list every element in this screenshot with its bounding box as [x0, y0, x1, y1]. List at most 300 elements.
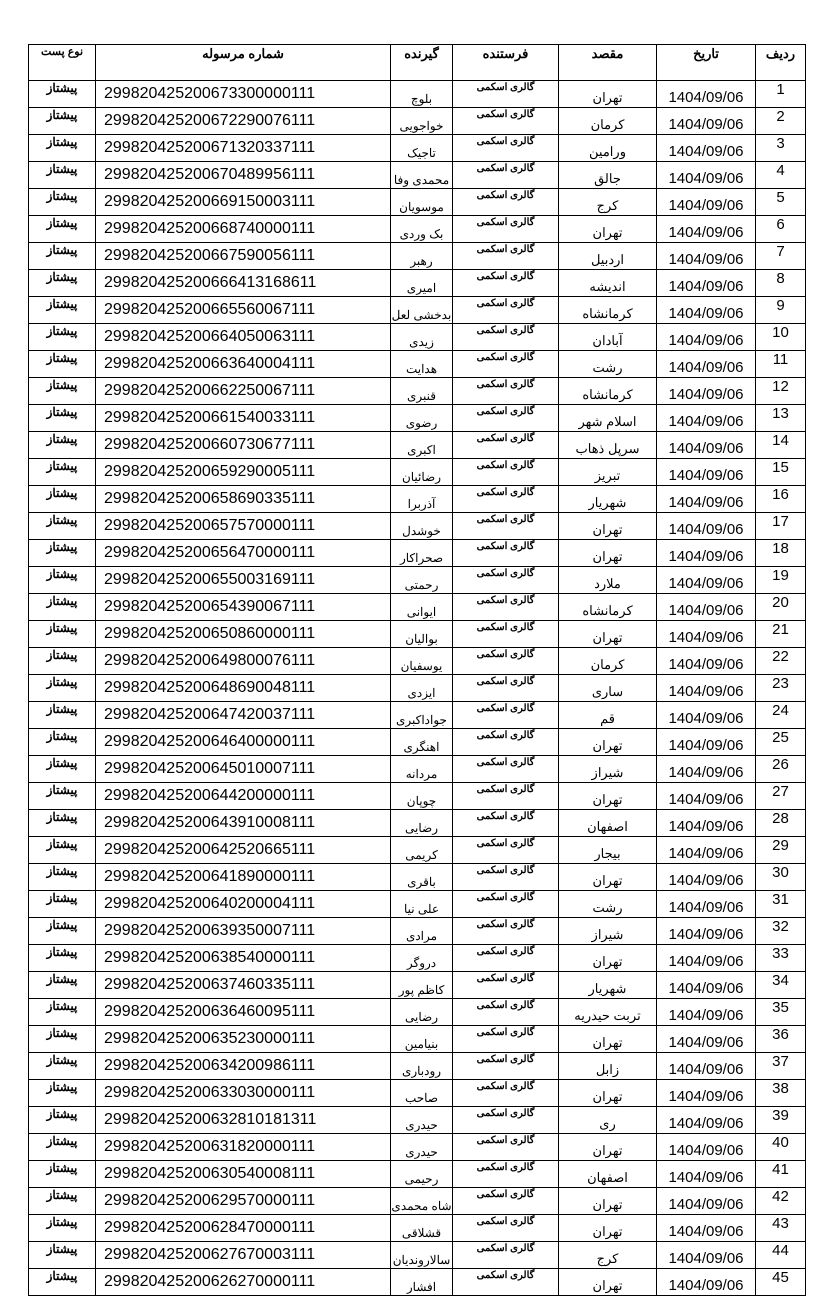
destination-cell: شیراز [559, 756, 657, 783]
receiver-cell: یوسفیان [391, 648, 453, 675]
tracking-number-cell: 299820425200671320337111 [96, 135, 391, 162]
date-cell: 1404/09/06 [657, 999, 756, 1026]
date-cell: 1404/09/06 [657, 1188, 756, 1215]
destination-cell: تهران [559, 864, 657, 891]
receiver-cell: اهنگری [391, 729, 453, 756]
row-number: 35 [756, 999, 806, 1026]
tracking-number-cell: 299820425200636460095111 [96, 999, 391, 1026]
receiver-cell: رهبر [391, 243, 453, 270]
tracking-number-cell: 299820425200629570000111 [96, 1188, 391, 1215]
table-row [29, 621, 806, 648]
sender-cell: گالری اسکمی [453, 594, 559, 621]
row-number: 21 [756, 621, 806, 648]
table-body [29, 81, 806, 1296]
destination-cell: ورامین [559, 135, 657, 162]
row-number: 22 [756, 648, 806, 675]
row-number: 30 [756, 864, 806, 891]
table-row [29, 648, 806, 675]
destination-cell: تهران [559, 81, 657, 108]
row-number: 10 [756, 324, 806, 351]
tracking-number-cell: 299820425200645010007111 [96, 756, 391, 783]
destination-cell: تهران [559, 621, 657, 648]
date-cell: 1404/09/06 [657, 108, 756, 135]
table-row [29, 891, 806, 918]
receiver-cell: جواداکبری [391, 702, 453, 729]
tracking-number-cell: 299820425200640200004111 [96, 891, 391, 918]
table-row [29, 459, 806, 486]
post-type-cell: پیشتاز [29, 648, 96, 675]
destination-cell: اصفهان [559, 1161, 657, 1188]
table-row [29, 162, 806, 189]
table-row [29, 81, 806, 108]
destination-cell: ساری [559, 675, 657, 702]
row-number: 28 [756, 810, 806, 837]
destination-cell: تهران [559, 1080, 657, 1107]
row-number: 33 [756, 945, 806, 972]
post-type-cell: پیشتاز [29, 243, 96, 270]
date-cell: 1404/09/06 [657, 459, 756, 486]
post-type-cell: پیشتاز [29, 675, 96, 702]
receiver-cell: ایزدی [391, 675, 453, 702]
tracking-number-cell: 299820425200635230000111 [96, 1026, 391, 1053]
post-type-cell: پیشتاز [29, 1215, 96, 1242]
date-cell: 1404/09/06 [657, 324, 756, 351]
table-row [29, 1242, 806, 1269]
sender-cell: گالری اسکمی [453, 783, 559, 810]
sender-cell: گالری اسکمی [453, 1053, 559, 1080]
receiver-cell: محمدی وفا [391, 162, 453, 189]
sender-cell: گالری اسکمی [453, 540, 559, 567]
tracking-number-cell: 299820425200637460335111 [96, 972, 391, 999]
date-cell: 1404/09/06 [657, 810, 756, 837]
post-type-cell: پیشتاز [29, 1161, 96, 1188]
post-type-cell: پیشتاز [29, 918, 96, 945]
sender-cell: گالری اسکمی [453, 972, 559, 999]
header-post-type [29, 45, 96, 81]
date-cell: 1404/09/06 [657, 351, 756, 378]
table-row [29, 1080, 806, 1107]
sender-cell: گالری اسکمی [453, 837, 559, 864]
sender-cell: گالری اسکمی [453, 513, 559, 540]
row-number: 4 [756, 162, 806, 189]
receiver-cell: قنبری [391, 378, 453, 405]
receiver-cell: بک وردی [391, 216, 453, 243]
tracking-number-cell: 299820425200660730677111 [96, 432, 391, 459]
table-row [29, 189, 806, 216]
post-type-cell: پیشتاز [29, 378, 96, 405]
tracking-number-cell: 299820425200662250067111 [96, 378, 391, 405]
tracking-number-cell: 299820425200669150003111 [96, 189, 391, 216]
post-type-cell: پیشتاز [29, 864, 96, 891]
receiver-cell: خوشدل [391, 513, 453, 540]
destination-cell: تهران [559, 783, 657, 810]
sender-cell: گالری اسکمی [453, 864, 559, 891]
date-cell: 1404/09/06 [657, 621, 756, 648]
post-type-cell: پیشتاز [29, 324, 96, 351]
sender-cell: گالری اسکمی [453, 81, 559, 108]
post-type-cell: پیشتاز [29, 1026, 96, 1053]
post-type-cell: پیشتاز [29, 1242, 96, 1269]
sender-cell: گالری اسکمی [453, 189, 559, 216]
sender-cell: گالری اسکمی [453, 702, 559, 729]
row-number: 14 [756, 432, 806, 459]
table-row [29, 1269, 806, 1296]
destination-cell: اسلام شهر [559, 405, 657, 432]
destination-cell: کرمان [559, 108, 657, 135]
row-number: 32 [756, 918, 806, 945]
table-row [29, 216, 806, 243]
post-type-cell: پیشتاز [29, 945, 96, 972]
receiver-cell: بلوچ [391, 81, 453, 108]
tracking-number-cell: 299820425200657570000111 [96, 513, 391, 540]
receiver-cell: مرادی [391, 918, 453, 945]
post-type-cell: پیشتاز [29, 1188, 96, 1215]
post-type-cell: پیشتاز [29, 513, 96, 540]
tracking-number-cell: 299820425200644200000111 [96, 783, 391, 810]
row-number: 2 [756, 108, 806, 135]
date-cell: 1404/09/06 [657, 837, 756, 864]
receiver-cell: دروگر [391, 945, 453, 972]
receiver-cell: حیدری [391, 1134, 453, 1161]
tracking-number-cell: 299820425200663640004111 [96, 351, 391, 378]
table-row [29, 270, 806, 297]
receiver-cell: رحیمی [391, 1161, 453, 1188]
post-type-cell: پیشتاز [29, 135, 96, 162]
post-type-cell: پیشتاز [29, 216, 96, 243]
date-cell: 1404/09/06 [657, 972, 756, 999]
table-row [29, 594, 806, 621]
receiver-cell: خواجویی [391, 108, 453, 135]
tracking-number-cell: 299820425200648690048111 [96, 675, 391, 702]
receiver-cell: افشار [391, 1269, 453, 1296]
row-number: 31 [756, 891, 806, 918]
row-number: 1 [756, 81, 806, 108]
tracking-number-cell: 299820425200665560067111 [96, 297, 391, 324]
destination-cell: قم [559, 702, 657, 729]
tracking-number-cell: 299820425200672290076111 [96, 108, 391, 135]
destination-cell: تهران [559, 1026, 657, 1053]
table-row [29, 108, 806, 135]
date-cell: 1404/09/06 [657, 135, 756, 162]
receiver-cell: رحمتی [391, 567, 453, 594]
shipment-table [28, 44, 806, 1296]
sender-cell: گالری اسکمی [453, 1134, 559, 1161]
header-post-type-label: نوع پست [40, 46, 84, 58]
row-number: 16 [756, 486, 806, 513]
post-type-cell: پیشتاز [29, 972, 96, 999]
header-destination: مقصد [559, 45, 657, 81]
row-number: 9 [756, 297, 806, 324]
post-type-cell: پیشتاز [29, 405, 96, 432]
table-row [29, 729, 806, 756]
date-cell: 1404/09/06 [657, 729, 756, 756]
tracking-number-cell: 299820425200631820000111 [96, 1134, 391, 1161]
post-type-cell: پیشتاز [29, 1053, 96, 1080]
tracking-number-cell: 299820425200654390067111 [96, 594, 391, 621]
receiver-cell: بنیامین [391, 1026, 453, 1053]
receiver-cell: صحراکار [391, 540, 453, 567]
sender-cell: گالری اسکمی [453, 378, 559, 405]
tracking-number-cell: 299820425200655003169111 [96, 567, 391, 594]
tracking-number-cell: 299820425200643910008111 [96, 810, 391, 837]
date-cell: 1404/09/06 [657, 1134, 756, 1161]
table-row [29, 432, 806, 459]
receiver-cell: امیری [391, 270, 453, 297]
sender-cell: گالری اسکمی [453, 621, 559, 648]
sender-cell: گالری اسکمی [453, 1080, 559, 1107]
tracking-number-cell: 299820425200642520665111 [96, 837, 391, 864]
row-number: 43 [756, 1215, 806, 1242]
row-number: 38 [756, 1080, 806, 1107]
sender-cell: گالری اسکمی [453, 756, 559, 783]
post-type-cell: پیشتاز [29, 567, 96, 594]
sender-cell: گالری اسکمی [453, 1215, 559, 1242]
destination-cell: کرمانشاه [559, 594, 657, 621]
sender-cell: گالری اسکمی [453, 297, 559, 324]
post-type-cell: پیشتاز [29, 891, 96, 918]
table-row [29, 675, 806, 702]
row-number: 20 [756, 594, 806, 621]
destination-cell: رشت [559, 351, 657, 378]
table-row [29, 567, 806, 594]
sender-cell: گالری اسکمی [453, 729, 559, 756]
row-number: 12 [756, 378, 806, 405]
receiver-cell: موسویان [391, 189, 453, 216]
destination-cell: اردبیل [559, 243, 657, 270]
table-row [29, 324, 806, 351]
row-number: 34 [756, 972, 806, 999]
destination-cell: تهران [559, 729, 657, 756]
tracking-number-cell: 299820425200670489956111 [96, 162, 391, 189]
tracking-number-cell: 299820425200661540033111 [96, 405, 391, 432]
date-cell: 1404/09/06 [657, 756, 756, 783]
date-cell: 1404/09/06 [657, 540, 756, 567]
receiver-cell: هدایت [391, 351, 453, 378]
receiver-cell: مردانه [391, 756, 453, 783]
date-cell: 1404/09/06 [657, 1107, 756, 1134]
post-type-cell: پیشتاز [29, 108, 96, 135]
row-number: 5 [756, 189, 806, 216]
sender-cell: گالری اسکمی [453, 216, 559, 243]
table-row [29, 999, 806, 1026]
tracking-number-cell: 299820425200626270000111 [96, 1269, 391, 1296]
tracking-number-cell: 299820425200647420037111 [96, 702, 391, 729]
sender-cell: گالری اسکمی [453, 459, 559, 486]
table-row [29, 1107, 806, 1134]
destination-cell: کرمان [559, 648, 657, 675]
date-cell: 1404/09/06 [657, 513, 756, 540]
post-type-cell: پیشتاز [29, 351, 96, 378]
receiver-cell: اکبری [391, 432, 453, 459]
tracking-number-cell: 299820425200667590056111 [96, 243, 391, 270]
post-type-cell: پیشتاز [29, 810, 96, 837]
post-type-cell: پیشتاز [29, 270, 96, 297]
tracking-number-cell: 299820425200659290005111 [96, 459, 391, 486]
row-number: 39 [756, 1107, 806, 1134]
post-type-cell: پیشتاز [29, 837, 96, 864]
sender-cell: گالری اسکمی [453, 810, 559, 837]
date-cell: 1404/09/06 [657, 702, 756, 729]
sender-cell: گالری اسکمی [453, 1107, 559, 1134]
post-type-cell: پیشتاز [29, 81, 96, 108]
sender-cell: گالری اسکمی [453, 432, 559, 459]
table-row [29, 864, 806, 891]
header-receiver: گیرنده [391, 45, 453, 81]
post-type-cell: پیشتاز [29, 1269, 96, 1296]
row-number: 24 [756, 702, 806, 729]
date-cell: 1404/09/06 [657, 891, 756, 918]
date-cell: 1404/09/06 [657, 1215, 756, 1242]
sender-cell: گالری اسکمی [453, 567, 559, 594]
row-number: 36 [756, 1026, 806, 1053]
tracking-number-cell: 299820425200650860000111 [96, 621, 391, 648]
destination-cell: کرج [559, 1242, 657, 1269]
header-tracking-number: شماره مرسوله [96, 45, 391, 81]
sender-cell: گالری اسکمی [453, 918, 559, 945]
sender-cell: گالری اسکمی [453, 324, 559, 351]
header-date: تاریخ [657, 45, 756, 81]
tracking-number-cell: 299820425200628470000111 [96, 1215, 391, 1242]
sender-cell: گالری اسکمی [453, 405, 559, 432]
sender-cell: گالری اسکمی [453, 270, 559, 297]
date-cell: 1404/09/06 [657, 594, 756, 621]
tracking-number-cell: 299820425200673300000111 [96, 81, 391, 108]
table-row [29, 486, 806, 513]
receiver-cell: قشلاقی [391, 1215, 453, 1242]
post-type-cell: پیشتاز [29, 756, 96, 783]
sender-cell: گالری اسکمی [453, 1188, 559, 1215]
tracking-number-cell: 299820425200627670003111 [96, 1242, 391, 1269]
post-type-cell: پیشتاز [29, 297, 96, 324]
row-number: 25 [756, 729, 806, 756]
destination-cell: کرمانشاه [559, 378, 657, 405]
receiver-cell: رضایی [391, 810, 453, 837]
receiver-cell: علی نیا [391, 891, 453, 918]
destination-cell: شهریار [559, 972, 657, 999]
date-cell: 1404/09/06 [657, 378, 756, 405]
post-type-cell: پیشتاز [29, 1134, 96, 1161]
date-cell: 1404/09/06 [657, 405, 756, 432]
post-type-cell: پیشتاز [29, 594, 96, 621]
receiver-cell: رودباری [391, 1053, 453, 1080]
date-cell: 1404/09/06 [657, 1053, 756, 1080]
destination-cell: جالق [559, 162, 657, 189]
table-row [29, 702, 806, 729]
table-row [29, 405, 806, 432]
table-row [29, 243, 806, 270]
destination-cell: ری [559, 1107, 657, 1134]
tracking-number-cell: 299820425200641890000111 [96, 864, 391, 891]
destination-cell: تبریز [559, 459, 657, 486]
sender-cell: گالری اسکمی [453, 162, 559, 189]
destination-cell: بیجار [559, 837, 657, 864]
post-type-cell: پیشتاز [29, 621, 96, 648]
date-cell: 1404/09/06 [657, 297, 756, 324]
destination-cell: شهریار [559, 486, 657, 513]
post-type-cell: پیشتاز [29, 540, 96, 567]
date-cell: 1404/09/06 [657, 918, 756, 945]
table-row [29, 1188, 806, 1215]
date-cell: 1404/09/06 [657, 1026, 756, 1053]
row-number: 13 [756, 405, 806, 432]
sender-cell: گالری اسکمی [453, 945, 559, 972]
tracking-number-cell: 299820425200638540000111 [96, 945, 391, 972]
row-number: 23 [756, 675, 806, 702]
sender-cell: گالری اسکمی [453, 486, 559, 513]
date-cell: 1404/09/06 [657, 81, 756, 108]
tracking-number-cell: 299820425200639350007111 [96, 918, 391, 945]
destination-cell: تهران [559, 1215, 657, 1242]
row-number: 41 [756, 1161, 806, 1188]
sender-cell: گالری اسکمی [453, 135, 559, 162]
tracking-number-cell: 299820425200658690335111 [96, 486, 391, 513]
destination-cell: شیراز [559, 918, 657, 945]
row-number: 3 [756, 135, 806, 162]
post-type-cell: پیشتاز [29, 1107, 96, 1134]
destination-cell: تهران [559, 540, 657, 567]
destination-cell: تهران [559, 513, 657, 540]
receiver-cell: حیدری [391, 1107, 453, 1134]
post-type-cell: پیشتاز [29, 783, 96, 810]
date-cell: 1404/09/06 [657, 1080, 756, 1107]
date-cell: 1404/09/06 [657, 1161, 756, 1188]
date-cell: 1404/09/06 [657, 270, 756, 297]
date-cell: 1404/09/06 [657, 648, 756, 675]
table-row [29, 756, 806, 783]
table-row [29, 1053, 806, 1080]
post-type-cell: پیشتاز [29, 1080, 96, 1107]
row-number: 27 [756, 783, 806, 810]
date-cell: 1404/09/06 [657, 945, 756, 972]
row-number: 45 [756, 1269, 806, 1296]
destination-cell: کرج [559, 189, 657, 216]
table-row [29, 837, 806, 864]
destination-cell: رشت [559, 891, 657, 918]
row-number: 37 [756, 1053, 806, 1080]
sender-cell: گالری اسکمی [453, 648, 559, 675]
post-type-cell: پیشتاز [29, 999, 96, 1026]
receiver-cell: رضایی [391, 999, 453, 1026]
row-number: 44 [756, 1242, 806, 1269]
receiver-cell: ایوانی [391, 594, 453, 621]
table-row [29, 972, 806, 999]
tracking-number-cell: 299820425200649800076111 [96, 648, 391, 675]
receiver-cell: رضوی [391, 405, 453, 432]
sender-cell: گالری اسکمی [453, 351, 559, 378]
destination-cell: سرپل ذهاب [559, 432, 657, 459]
tracking-number-cell: 299820425200630540008111 [96, 1161, 391, 1188]
header-row-number: ردیف [756, 45, 806, 81]
receiver-cell: صاحب [391, 1080, 453, 1107]
receiver-cell: چوپان [391, 783, 453, 810]
post-type-cell: پیشتاز [29, 729, 96, 756]
sender-cell: گالری اسکمی [453, 891, 559, 918]
receiver-cell: باقری [391, 864, 453, 891]
header-row [29, 45, 806, 81]
date-cell: 1404/09/06 [657, 432, 756, 459]
table-row [29, 1161, 806, 1188]
table-row [29, 378, 806, 405]
date-cell: 1404/09/06 [657, 1242, 756, 1269]
sender-cell: گالری اسکمی [453, 1242, 559, 1269]
sender-cell: گالری اسکمی [453, 675, 559, 702]
table-row [29, 810, 806, 837]
tracking-number-cell: 299820425200656470000111 [96, 540, 391, 567]
post-type-cell: پیشتاز [29, 162, 96, 189]
row-number: 29 [756, 837, 806, 864]
post-type-cell: پیشتاز [29, 459, 96, 486]
date-cell: 1404/09/06 [657, 486, 756, 513]
